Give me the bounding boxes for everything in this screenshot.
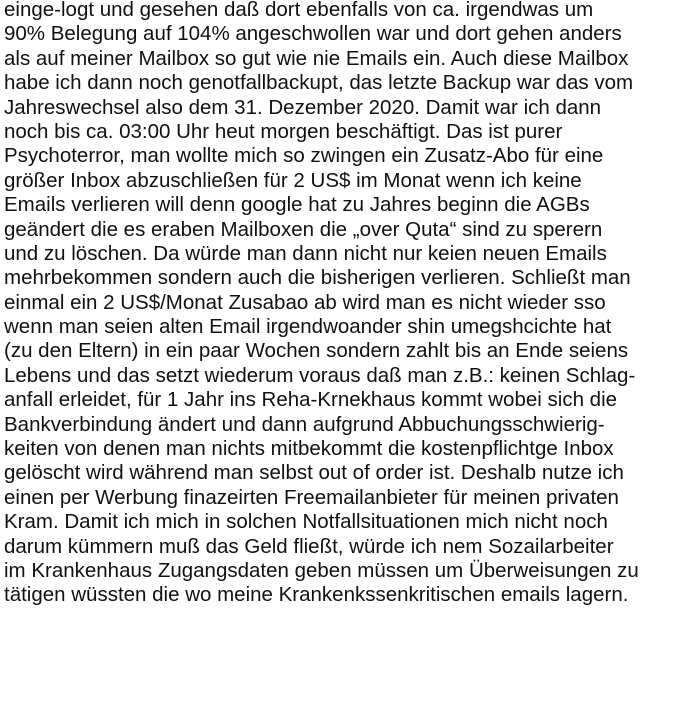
text-line: habe ich dann noch genotfallbackupt, das letzte Backup war das vom: [4, 71, 634, 95]
text-line: tätigen wüssten die wo meine Krankenkssenkritischen emails lagern.: [4, 583, 629, 607]
text-line: wenn man seien alten Email irgendwoander shin umegshcichte hat: [4, 315, 612, 339]
text-line: Emails verlieren will denn google hat zu Jahres beginn die AGBs: [4, 193, 590, 217]
text-line: und zu löschen. Da würde man dann nicht nur keien neuen Emails: [4, 241, 607, 265]
text-line: einge-logt und gesehen daß dort ebenfalls von ca. irgendwas um: [4, 0, 594, 21]
text-line: einmal ein 2 US$/Monat Zusabao ab wird man es nicht wieder sso: [4, 290, 606, 314]
text-line: Psychoterror, man wollte mich so zwingen ein Zusatz-Abo für eine: [4, 144, 604, 168]
text-line: Kram. Damit ich mich in solchen Notfallsituationen mich nicht noch: [4, 510, 608, 534]
text-line: mehrbekommen sondern auch die bisherigen verlieren. Schließt man: [4, 266, 631, 290]
text-line: 90% Belegung auf 104% angeschwollen war und dort gehen anders: [4, 22, 622, 46]
text-line: Bankverbindung ändert und dann aufgrund Abbuchungsschwierig-: [4, 412, 605, 436]
text-line: keiten von denen man nichts mitbekommt die kostenpflichtge Inbox: [4, 437, 614, 461]
text-line: (zu den Eltern) in ein paar Wochen sondern zahlt bis an Ende seiens: [4, 339, 629, 363]
text-line: gelöscht wird während man selbst out of order ist. Deshalb nutze ich: [4, 461, 624, 485]
text-line: einen per Werbung finazeirten Freemailanbieter für meinen privaten: [4, 485, 619, 509]
text-line: als auf meiner Mailbox so gut wie nie Emails ein. Auch diese Mailbox: [4, 46, 629, 70]
text-line: größer Inbox abzuschließen für 2 US$ im Monat wenn ich keine: [4, 168, 582, 192]
text-line: darum kümmern muß das Geld fließt, würde ich nem Sozailarbeiter: [4, 534, 614, 558]
text-line: noch bis ca. 03:00 Uhr heut morgen beschäftigt. Das ist purer: [4, 119, 563, 143]
text-line: anfall erleidet, für 1 Jahr ins Reha-Krnekhaus kommt wobei sich die: [4, 388, 618, 412]
text-line: Jahreswechsel also dem 31. Dezember 2020. Damit war ich dann: [4, 95, 602, 119]
text-line: Lebens und das setzt wiederum voraus daß man z.B.: keinen Schlag-: [4, 363, 636, 387]
text-line: geändert die es eraben Mailboxen die „over Quta“ sind zu sperern: [4, 217, 603, 241]
document-text: [4, 0, 688, 608]
text-line: im Krankenhaus Zugangsdaten geben müssen um Überweisungen zu: [4, 558, 639, 582]
